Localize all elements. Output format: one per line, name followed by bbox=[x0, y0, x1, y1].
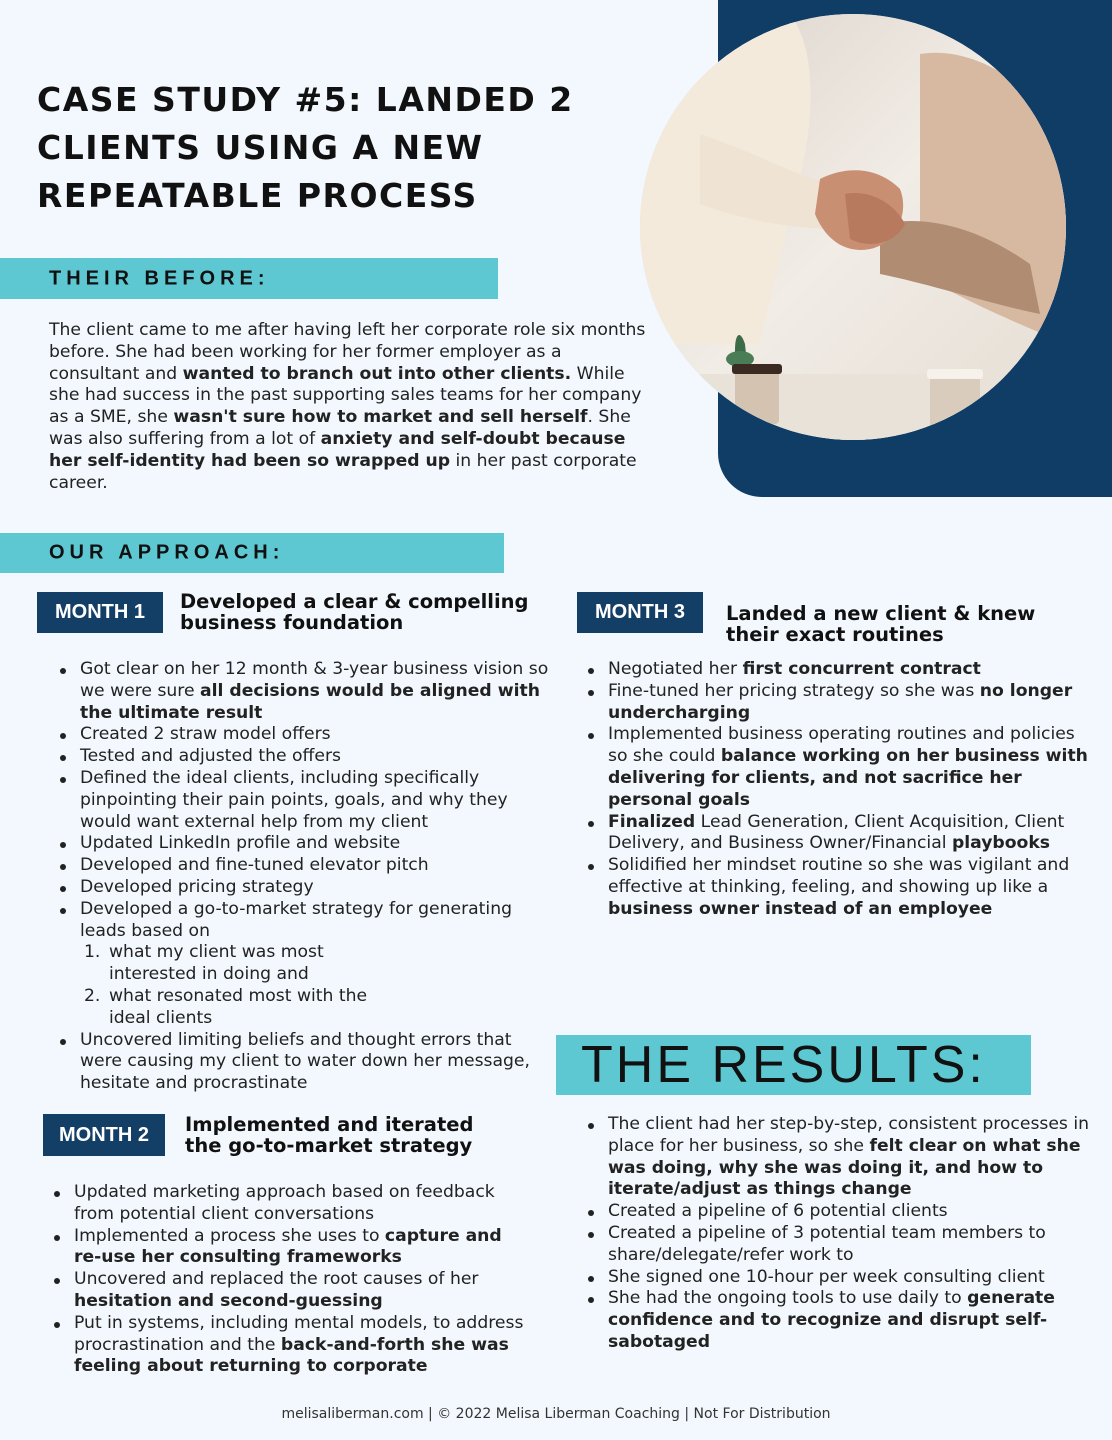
month3-item: Solidified her mindset routine so she was vigilant and effective at thinking, feeling, and showing up like a business owner instead of an employee bbox=[582, 855, 1092, 920]
month1-item: Defined the ideal clients, including specifically pinpointing their pain points, goals, and why they would want external help from my client bbox=[54, 768, 554, 833]
results-item: Created a pipeline of 6 potential clients bbox=[582, 1201, 1092, 1223]
month1-badge: MONTH 1 bbox=[37, 592, 163, 633]
month2-list bbox=[48, 1182, 528, 1378]
month2-item: Put in systems, including mental models, to address procrastination and the back-and-forth she was feeling about returning to corporate bbox=[48, 1313, 528, 1378]
month3-item: Fine-tuned her pricing strategy so she was no longer undercharging bbox=[582, 681, 1092, 725]
month3-item: Implemented business operating routines and policies so she could balance working on her business with delivering for clients, and not sacrifice her personal goals bbox=[582, 724, 1092, 811]
month1-item: Developed and fine-tuned elevator pitch bbox=[54, 855, 554, 877]
before-band bbox=[0, 258, 498, 299]
month3-list bbox=[582, 659, 1092, 921]
month1-item: Tested and adjusted the offers bbox=[54, 746, 554, 768]
month3-heading-line2: their exact routines bbox=[726, 623, 944, 646]
month2-heading bbox=[185, 1114, 473, 1156]
month3-badge: MONTH 3 bbox=[577, 592, 703, 633]
results-band bbox=[556, 1035, 1031, 1095]
approach-band bbox=[0, 533, 504, 573]
month1-item: Uncovered limiting beliefs and thought errors that were causing my client to water down her message, hesitate and procrastinate bbox=[54, 1030, 554, 1095]
month3-item: Finalized Lead Generation, Client Acquisition, Client Delivery, and Business Owner/Financial playbooks bbox=[582, 812, 1092, 856]
month1-sub-item: 2. what resonated most with the ideal clients bbox=[84, 985, 368, 1028]
month2-heading-line1: Implemented and iterated bbox=[185, 1113, 474, 1136]
month1-heading-line1: Developed a clear & compelling bbox=[180, 590, 529, 613]
month1-heading bbox=[180, 591, 529, 633]
month2-heading-line2: the go-to-market strategy bbox=[185, 1134, 473, 1157]
month1-item bbox=[54, 899, 554, 1030]
month1-item-text: Developed a go-to-market strategy for generating leads based on bbox=[80, 898, 512, 941]
results-item: She had the ongoing tools to use daily to generate confidence and to recognize and disrupt self-sabotaged bbox=[582, 1288, 1092, 1353]
month1-sub-item: 1. what my client was most interested in doing and bbox=[84, 942, 324, 985]
results-list bbox=[582, 1114, 1092, 1354]
results-item: The client had her step-by-step, consistent processes in place for her business, so she felt clear on what she was doing, why she was doing it, and how to iterate/adjust as things change bbox=[582, 1114, 1092, 1201]
month1-item: Developed pricing strategy bbox=[54, 877, 554, 899]
month2-item: Uncovered and replaced the root causes of her hesitation and second-guessing bbox=[48, 1269, 528, 1313]
before-paragraph: The client came to me after having left her corporate role six months before. She had been working for her former employer as a consultant and wanted to branch out into other clients. While she had success in the past supporting sales teams for her company as a SME, she wasn't sure how to market and sell herself. She was also suffering from a lot of anxiety and self-doubt because her self-identity had been so wrapped up in her past corporate career. bbox=[49, 320, 646, 493]
month1-heading-line2: business foundation bbox=[180, 611, 404, 634]
results-item: Created a pipeline of 3 potential team members to share/delegate/refer work to bbox=[582, 1223, 1092, 1267]
month3-heading bbox=[726, 603, 1035, 645]
month1-item: Created 2 straw model offers bbox=[54, 724, 554, 746]
month2-badge: MONTH 2 bbox=[43, 1114, 165, 1156]
before-heading: THEIR BEFORE: bbox=[49, 267, 270, 289]
page-title: CASE STUDY #5: LANDED 2 CLIENTS USING A NEW REPEATABLE PROCESS bbox=[37, 80, 574, 215]
approach-heading: OUR APPROACH: bbox=[49, 541, 285, 564]
footer-text: melisaliberman.com | © 2022 Melisa Liberman Coaching | Not For Distribution bbox=[281, 1406, 831, 1422]
month1-item: Updated LinkedIn profile and website bbox=[54, 833, 554, 855]
month1-list bbox=[54, 659, 554, 1095]
handshake-photo bbox=[640, 14, 1066, 440]
month3-heading-line1: Landed a new client & knew bbox=[726, 602, 1036, 625]
month2-item: Updated marketing approach based on feedback from potential client conversations bbox=[48, 1182, 528, 1226]
results-heading: THE RESULTS: bbox=[581, 1036, 986, 1094]
month3-item: Negotiated her first concurrent contract bbox=[582, 659, 1092, 681]
month1-item: Got clear on her 12 month & 3-year business vision so we were sure all decisions would be aligned with the ultimate result bbox=[54, 659, 554, 724]
month2-item: Implemented a process she uses to capture and re-use her consulting frameworks bbox=[48, 1226, 528, 1270]
results-item: She signed one 10-hour per week consulting client bbox=[582, 1267, 1092, 1289]
month1-sub-list bbox=[80, 942, 384, 1029]
